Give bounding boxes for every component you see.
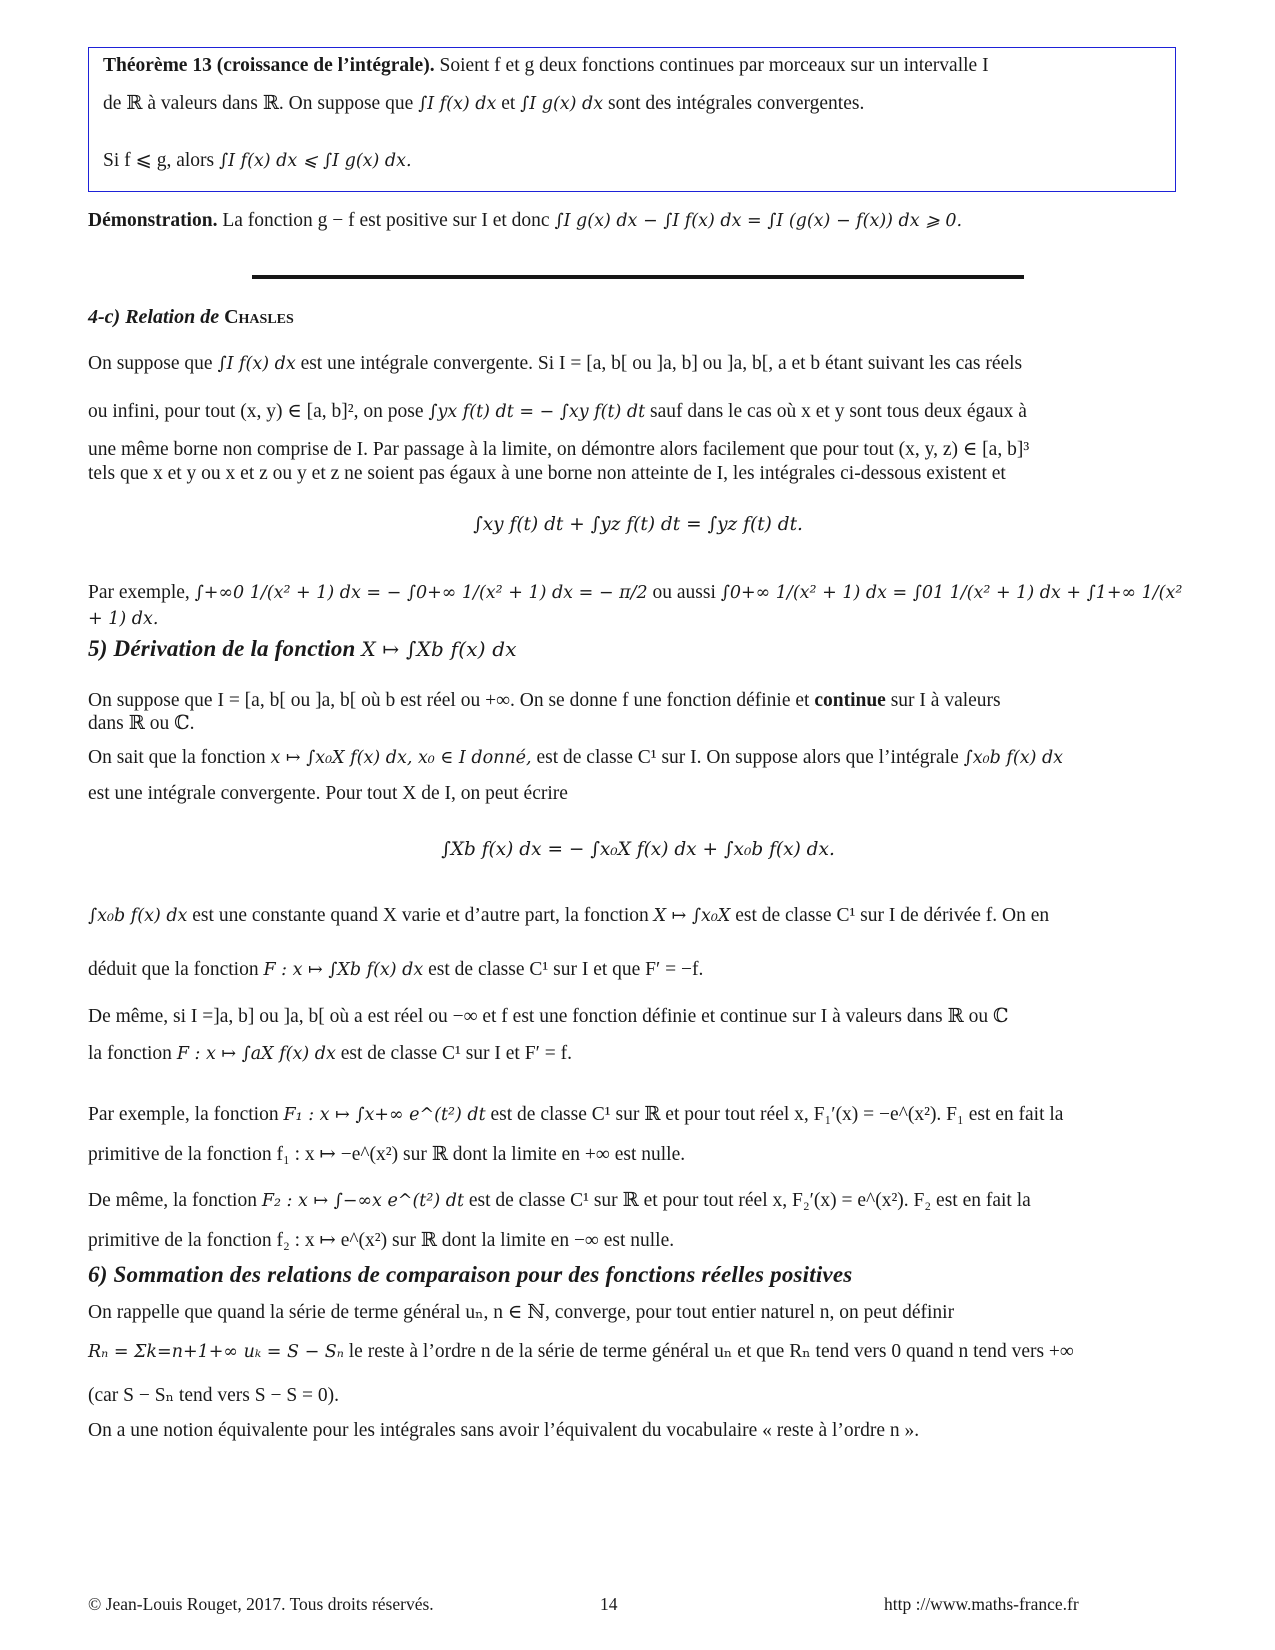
section-4c-heading: 4-c) Relation de Chasles [88, 306, 294, 328]
chasles-name: Chasles [224, 306, 294, 328]
section-5-heading: 5) Dérivation de la fonction X ↦ ∫Xb f(x) dx [88, 636, 517, 661]
theorem-line-3: Si f ⩽ g, alors ∫I f(x) dx ⩽ ∫I g(x) dx. [103, 150, 412, 171]
theorem-inequality: ∫I f(x) dx ⩽ ∫I g(x) dx. [219, 151, 412, 171]
section-5-line-1: On suppose que I = [a, b[ ou ]a, b[ où b est réel ou +∞. On se donne f une fonction définie et continue sur I à valeurs [88, 690, 1001, 711]
section-6-heading: 6) Sommation des relations de comparaison pour des fonctions réelles positives [88, 1262, 853, 1287]
remainder-formula: Rₙ = Σk=n+1+∞ uₖ = S − Sₙ [88, 1342, 344, 1362]
footer-copyright: © Jean-Louis Rouget, 2017. Tous droits réservés. [88, 1594, 434, 1614]
section-5-line-7: De même, si I =]a, b] ou ]a, b[ où a est réel ou −∞ et f est une fonction définie et continue sur I à valeurs dans ℝ ou ℂ [88, 1006, 1009, 1027]
chasles-example: Par exemple, ∫+∞0 1/(x² + 1) dx = − ∫0+∞ 1/(x² + 1) dx = − π/2 ou aussi ∫0+∞ 1/(x² + 1) dx = ∫01 1/(x² + 1) dx + ∫1+∞ 1/(x² + 1) dx. [88, 582, 1183, 629]
footer-website-link[interactable]: http ://www.maths-france.fr [884, 1594, 1079, 1614]
section-6-line-2: Rₙ = Σk=n+1+∞ uₖ = S − Sₙ le reste à l’ordre n de la série de terme général uₙ et que Rₙ tend vers 0 quand n tend vers +∞ [88, 1341, 1074, 1362]
chasles-formula: ∫xy f(t) dt + ∫yz f(t) dt = ∫yz f(t) dt. [473, 514, 803, 535]
section-5-line-3: On sait que la fonction x ↦ ∫x₀X f(x) dx, x₀ ∈ I donné, est de classe C¹ sur I. On suppose alors que l’intégrale ∫x₀b f(x) dx [88, 747, 1064, 768]
section-5-line-2: dans ℝ ou ℂ. [88, 713, 195, 734]
section-6-line-4: On a une notion équivalente pour les intégrales sans avoir l’équivalent du vocabulaire « reste à l’ordre n ». [88, 1420, 920, 1441]
section-5-line-6: déduit que la fonction F : x ↦ ∫Xb f(x) dx est de classe C¹ sur I et que F′ = −f. [88, 959, 704, 980]
theorem-line-1: Théorème 13 (croissance de l’intégrale). Soient f et g deux fonctions continues par morceaux sur un intervalle I [103, 55, 989, 76]
integral-f: ∫I f(x) dx [418, 94, 497, 114]
integral-g: ∫I g(x) dx [520, 94, 604, 114]
theorem-title: Théorème 13 (croissance de l’intégrale). [103, 55, 435, 76]
decomposition-formula: ∫Xb f(x) dx = − ∫x₀X f(x) dx + ∫x₀b f(x) dx. [441, 839, 835, 860]
demonstration: Démonstration. La fonction g − f est positive sur I et donc ∫I g(x) dx − ∫I f(x) dx = ∫I (g(x) − f(x)) dx ⩾ 0. [88, 210, 963, 231]
section-6-line-1: On rappelle que quand la série de terme général uₙ, n ∈ ℕ, converge, pour tout entier naturel n, on peut définir [88, 1302, 955, 1323]
section-4c-line-2: ou infini, pour tout (x, y) ∈ [a, b]², on pose ∫yx f(t) dt = − ∫xy f(t) dt sauf dans le cas où x et y sont tous deux égaux à [88, 401, 1027, 422]
section-5-line-5: ∫x₀b f(x) dx est une constante quand X varie et d’autre part, la fonction X ↦ ∫x₀X est de classe C¹ sur I de dérivée f. On en [88, 905, 1050, 926]
theorem-line-2: de ℝ à valeurs dans ℝ. On suppose que ∫I f(x) dx et ∫I g(x) dx sont des intégrales convergentes. [103, 93, 865, 114]
section-divider [252, 275, 1024, 279]
section-5-example-2b: primitive de la fonction f₂ : x ↦ e^(x²) sur ℝ dont la limite en −∞ est nulle. [88, 1230, 675, 1251]
demonstration-formula: ∫I g(x) dx − ∫I f(x) dx = ∫I (g(x) − f(x)) dx ⩾ 0. [554, 211, 963, 231]
section-5-line-4: est une intégrale convergente. Pour tout X de I, on peut écrire [88, 783, 568, 804]
footer-page-number: 14 [600, 1594, 618, 1614]
section-4c-line-1: On suppose que ∫I f(x) dx est une intégrale convergente. Si I = [a, b[ ou ]a, b] ou ]a, b[, a et b étant suivant les cas réels [88, 353, 1023, 374]
section-5-example-2: De même, la fonction F₂ : x ↦ ∫−∞x e^(t²) dt est de classe C¹ sur ℝ et pour tout réel x, F₂′(x) = e^(x²). F₂ est en fait la [88, 1190, 1031, 1211]
section-4c-line-4: tels que x et y ou x et z ou y et z ne soient pas égaux à une borne non atteinte de I, les intégrales ci-dessous existent et [88, 463, 1006, 484]
section-6-line-3: (car S − Sₙ tend vers S − S = 0). [88, 1385, 340, 1406]
section-5-line-8: la fonction F : x ↦ ∫aX f(x) dx est de classe C¹ sur I et F′ = f. [88, 1043, 572, 1064]
section-5-example-1: Par exemple, la fonction F₁ : x ↦ ∫x+∞ e^(t²) dt est de classe C¹ sur ℝ et pour tout réel x, F₁′(x) = −e^(x²). F₁ est en fait la [88, 1104, 1064, 1125]
demonstration-label: Démonstration. [88, 210, 218, 231]
section-4c-line-3: une même borne non comprise de I. Par passage à la limite, on démontre alors facilement que pour tout (x, y, z) ∈ [a, b]³ [88, 439, 1030, 460]
section-5-example-1b: primitive de la fonction f₁ : x ↦ −e^(x²) sur ℝ dont la limite en +∞ est nulle. [88, 1144, 686, 1165]
theorem-box [88, 47, 1176, 192]
